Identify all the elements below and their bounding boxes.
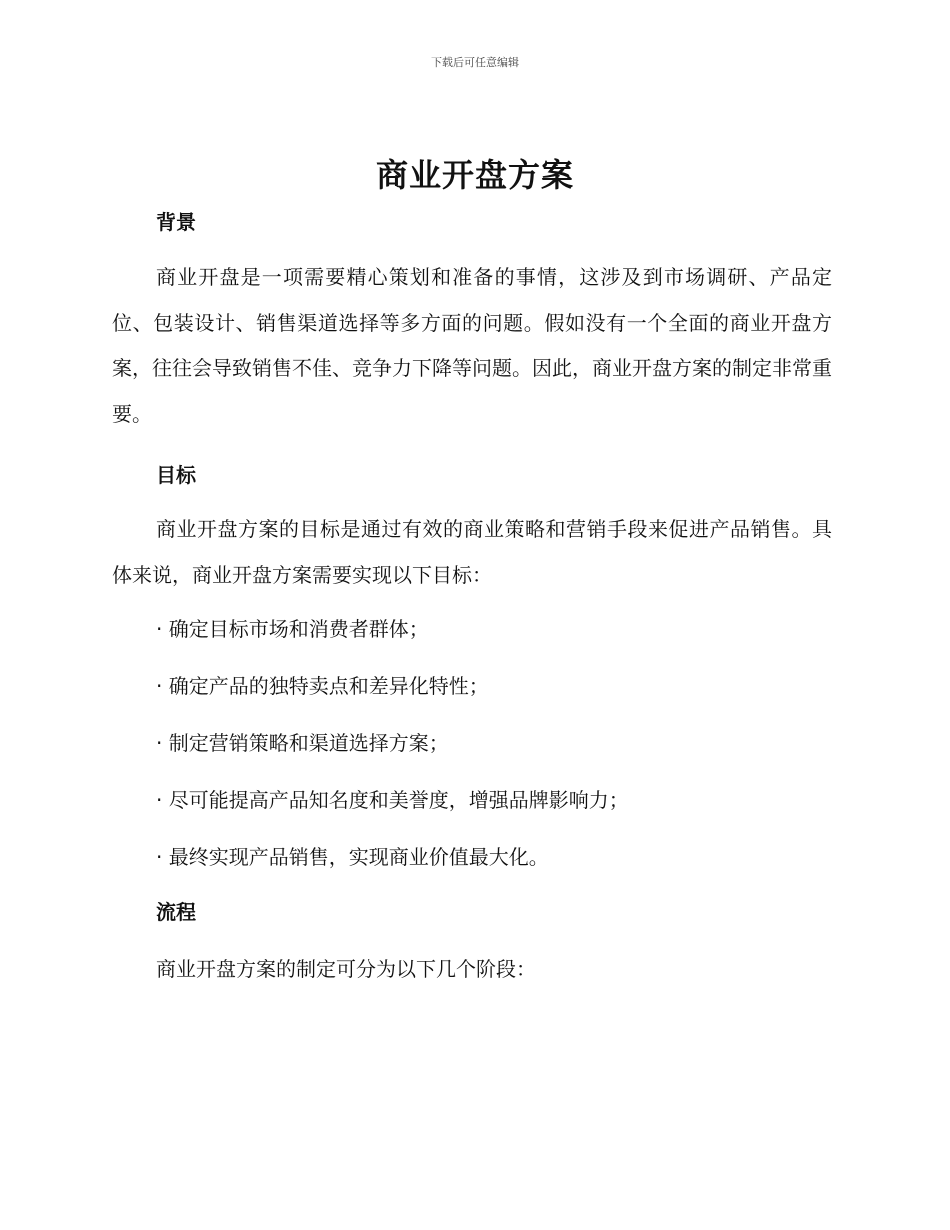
background-paragraph: 商业开盘是一项需要精心策划和准备的事情，这涉及到市场调研、产品定位、包装设计、销售渠道选择等多方面的问题。假如没有一个全面的商业开盘方案，往往会导致销售不佳、竞争力下降等问题。因此，商业开盘方案的制定非常重要。 [112,265,832,426]
goal-list-item: · 最终实现产品销售，实现商业价值最大化。 [156,845,549,869]
document-body [112,206,832,986]
goal-list-item: · 确定产品的独特卖点和差异化特性； [156,674,489,698]
header-note: 下载后可任意编辑 [431,56,519,69]
goals-paragraph: 商业开盘方案的目标是通过有效的商业策略和营销手段来促进产品销售。具体来说，商业开盘方案需要实现以下目标： [112,517,832,587]
process-paragraph: 商业开盘方案的制定可分为以下几个阶段： [156,957,536,981]
section-heading-background: 背景 [156,210,196,234]
goal-list-item: · 制定营销策略和渠道选择方案； [156,731,449,755]
section-heading-process: 流程 [156,900,196,924]
section-heading-goals: 目标 [156,463,196,487]
goal-list-item: · 确定目标市场和消费者群体； [156,617,429,641]
goal-list-item: · 尽可能提高产品知名度和美誉度，增强品牌影响力； [156,788,629,812]
document-title: 商业开盘方案 [375,156,574,194]
